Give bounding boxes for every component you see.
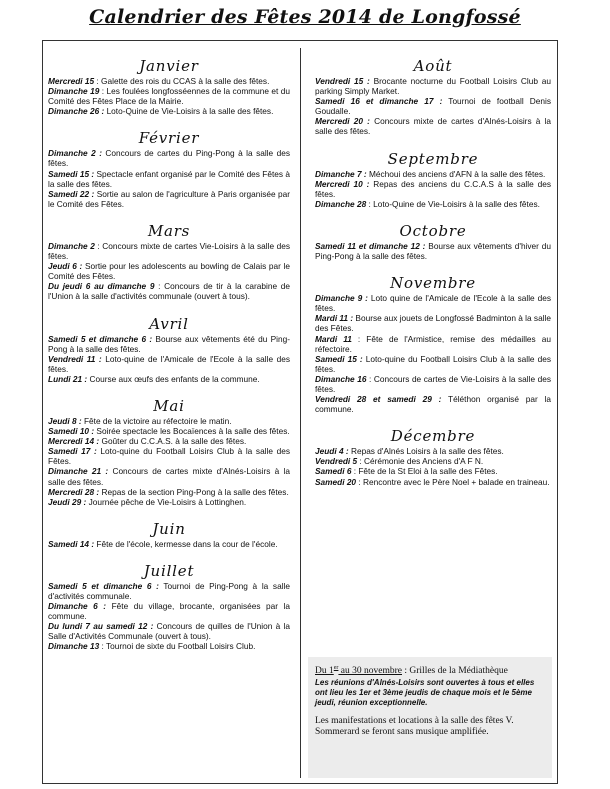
event-text: : Les foulées longfosséennes de la commune et du Comité des Fêtes Place de la Mairie. (48, 86, 290, 107)
event-date: Dimanche 16 (315, 373, 367, 384)
event-item (48, 106, 290, 116)
event-item (315, 456, 551, 466)
note-date-sup: er (333, 665, 339, 671)
event-text: Bourse aux jouets de Longfossé Badminton à la salle des Fêtes. (315, 313, 551, 334)
event-text: : Concours de cartes de Vie-Loisirs à la salle des fêtes. (315, 373, 552, 394)
note-date-start: Du 1 (315, 666, 334, 677)
event-item (48, 261, 290, 281)
event-text: : Tournoi de sixte du Football Loisirs Club. (99, 641, 256, 652)
event-date: Jeudi 6 : (48, 261, 83, 272)
event-date: Vendredi 11 : (48, 353, 102, 364)
left-column (48, 56, 290, 652)
event-text: : Rencontre avec le Père Noel + balade en traineau. (356, 476, 550, 487)
event-item (48, 641, 290, 651)
month-heading-aout: Août (413, 57, 453, 75)
event-date: Mercredi 10 : (315, 178, 370, 189)
month-heading-mars: Mars (147, 221, 191, 240)
event-text: Loto-quine du Football Loisirs Club à la salle des fêtes. (315, 353, 551, 374)
event-date: Samedi 6 (315, 466, 352, 477)
right-column (315, 56, 551, 487)
event-text: Brocante nocturne du Football Loisirs Club au parking Simply Market. (315, 76, 551, 97)
event-date: Dimanche 13 (48, 641, 100, 652)
event-date: Samedi 5 et dimanche 6 : (48, 333, 153, 344)
event-text: Bourse aux vêtements été du Ping-Pong à la salle des fêtes. (48, 333, 291, 354)
event-item (315, 179, 551, 199)
event-text: Concours de cartes mixte d'Alnés-Loisirs à la salle des fêtes. (48, 466, 290, 487)
event-date: Samedi 20 (315, 476, 357, 487)
event-item (315, 313, 551, 333)
event-text: Course aux œufs des enfants de la commune. (87, 373, 260, 384)
note-date-end: au 30 novembre (338, 666, 402, 677)
event-item (48, 241, 290, 261)
event-date: Lundi 21 : (48, 373, 88, 384)
event-text: : Galette des rois du CCAS à la salle des fêtes. (94, 76, 270, 86)
event-date: Dimanche 28 (315, 198, 367, 209)
event-date: Mardi 11 (315, 333, 352, 344)
event-date: Du lundi 7 au samedi 12 : (48, 621, 154, 632)
event-date: Dimanche 2 : (48, 148, 102, 159)
event-date: Mercredi 20 : (315, 116, 370, 127)
note-mediatheque (315, 663, 545, 677)
event-item (315, 334, 551, 354)
event-text: Loto-Quine de Vie-Loisirs à la salle des fêtes. (104, 106, 274, 117)
event-date: Dimanche 6 : (48, 601, 107, 612)
month-heading-mai: Mai (153, 396, 185, 415)
event-item (315, 354, 551, 374)
event-text: Sortie au salon de l'agriculture à Paris organisée par le Comité des Fêtes. (48, 188, 290, 209)
event-date: Vendredi 28 et samedi 29 : (315, 394, 442, 405)
event-date: Dimanche 21 : (48, 466, 109, 477)
event-text: Méchoui des anciens d'AFN à la salle des fêtes. (366, 168, 546, 179)
event-item (48, 86, 290, 106)
event-item (48, 189, 290, 209)
event-date: Samedi 11 et dimanche 12 : (315, 240, 426, 251)
note-footer: Les manifestations et locations à la salle des fêtes V. Sommerard se feront sans musique amplifiée. (315, 716, 514, 738)
event-item (315, 446, 551, 456)
event-text: Repas de la section Ping-Pong à la salle des fêtes. (99, 486, 289, 497)
event-item (315, 76, 551, 96)
event-date: Vendredi 5 (315, 456, 358, 467)
event-item (315, 293, 551, 313)
event-text: Spectacle enfant organisé par le Comité des Fêtes à la salle des fêtes. (48, 168, 290, 189)
event-date: Dimanche 2 (48, 240, 95, 251)
event-date: Samedi 15 : (315, 353, 363, 364)
event-item (315, 169, 551, 179)
month-heading-juillet: Juillet (143, 561, 195, 580)
event-item (48, 334, 290, 354)
month-heading-septembre: Septembre (387, 149, 479, 168)
event-date: Jeudi 29 : (48, 496, 87, 507)
event-date: Samedi 16 et dimanche 17 : (315, 96, 443, 107)
event-text: : Fête de la St Eloi à la salle des Fêtes. (351, 466, 498, 477)
event-text: Goûter du C.C.A.S. à la salle des fêtes. (99, 436, 247, 447)
event-item (48, 601, 290, 621)
event-text: Loto-quine du Football Loisirs Club à la salle des Fêtes. (48, 446, 290, 467)
event-text: Sortie pour les adolescents au bowling de Calais par le Comité des Fêtes. (48, 261, 290, 282)
month-heading-octobre: Octobre (399, 221, 467, 240)
event-text: Tournoi de Ping-Pong à la salle d'activités communale. (48, 580, 290, 601)
notes-box (308, 657, 552, 778)
column-divider (300, 48, 301, 778)
event-date: Dimanche 19 (48, 86, 100, 97)
event-text: Téléthon organisé par la commune. (315, 394, 551, 415)
event-date: Samedi 22 : (48, 188, 95, 199)
event-text: : Fête de l'Armistice, remise des médailles au réfectoire. (315, 333, 552, 354)
event-date: Mercredi 28 : (48, 486, 100, 497)
event-text: Concours de cartes du Ping-Pong à la salle des fêtes. (48, 148, 290, 169)
event-item (48, 436, 290, 446)
event-date: Samedi 5 et dimanche 6 : (48, 580, 159, 591)
event-text: : Concours mixte de cartes Vie-Loisirs à la salle des fêtes. (48, 240, 291, 262)
month-heading-fevrier: Février (138, 129, 200, 148)
event-text: Fête de la victoire au réfectoire le matin. (81, 415, 232, 426)
event-date: Samedi 14 : (48, 538, 95, 549)
event-item (315, 96, 551, 116)
event-text: Loto quine de l'Amicale de l'Ecole à la salle des fêtes. (315, 293, 551, 314)
event-item (48, 281, 290, 301)
event-date: Dimanche 9 : (315, 293, 368, 304)
note-exception: Les réunions d'Alnés-Loisirs sont ouvertes à tous et elles ont lieu les 1er et 3ème jeudis de chaque mois et le 5ème jeudi, réunion exceptionnelle. (315, 678, 535, 708)
event-item (48, 76, 290, 86)
event-date: Dimanche 26 : (48, 106, 105, 117)
event-date: Jeudi 8 : (48, 415, 82, 426)
event-date: Samedi 10 : (48, 426, 95, 437)
event-date: Samedi 17 : (48, 446, 97, 457)
event-item (48, 169, 290, 189)
event-text: Concours de quilles de l'Union à la Salle d'Activités Communale (ouvert à tous). (48, 621, 290, 642)
event-text: Soirée spectacle les Bocaïences à la salle des fêtes. (94, 426, 290, 437)
event-text: Loto-quine de l'Amicale de l'Ecole à la salle des fêtes. (48, 353, 290, 374)
event-item (48, 581, 290, 601)
event-text: Repas des anciens du C.C.A.S à la salle des fêtes. (315, 178, 552, 199)
event-item (315, 241, 551, 261)
event-item (48, 539, 290, 549)
event-item (48, 466, 290, 486)
month-heading-janvier: Janvier (139, 57, 199, 75)
event-item (48, 374, 290, 384)
event-date: Du jeudi 6 au dimanche 9 (48, 281, 155, 292)
event-item (315, 394, 551, 414)
event-text: Fête du village, brocante, organisées par la commune. (48, 601, 290, 622)
event-date: Dimanche 7 : (315, 168, 367, 179)
event-text: Tournoi de football Denis Goudalle. (315, 96, 551, 117)
event-date: Mercredi 15 (48, 76, 95, 86)
event-item (48, 354, 290, 374)
event-text: Journée pêche de Vie-Loisirs à Lottinghen. (86, 496, 247, 507)
event-date: Samedi 15 : (48, 168, 95, 179)
event-text: Concours mixte de cartes d'Alnés-Loisirs à la salle des fêtes. (315, 116, 552, 137)
note-location: : Grilles de la Médiathèque (402, 666, 508, 677)
month-heading-avril: Avril (149, 314, 189, 333)
event-item (48, 416, 290, 426)
event-item (315, 116, 551, 136)
page-title: Calendrier des Fêtes 2014 de Longfossé (89, 6, 521, 28)
event-item (315, 466, 551, 476)
event-item (315, 477, 551, 487)
event-item (315, 199, 551, 209)
event-item (48, 446, 290, 466)
event-item (48, 487, 290, 497)
event-item (48, 621, 290, 641)
event-item (48, 148, 290, 168)
event-text: : Loto-Quine de Vie-Loisirs à la salle des fêtes. (366, 198, 540, 209)
event-date: Jeudi 4 : (315, 446, 349, 457)
event-item (48, 426, 290, 436)
month-heading-decembre: Décembre (390, 427, 476, 446)
event-date: Vendredi 15 : (315, 76, 370, 86)
event-text: Fête de l'école, kermesse dans la cour de l'école. (94, 538, 278, 549)
event-date: Mercredi 14 : (48, 436, 100, 447)
event-text: Bourse aux vêtements d'hiver du Ping-Pong à la salle des fêtes. (315, 240, 551, 262)
month-heading-juin: Juin (152, 519, 186, 538)
month-heading-novembre: Novembre (390, 274, 476, 293)
event-item (315, 374, 551, 394)
event-text: Repas d'Alnés Loisirs à la salle des fêtes. (348, 446, 504, 457)
event-date: Mardi 11 : (315, 313, 354, 324)
event-item (48, 497, 290, 507)
event-text: : Cérémonie des Anciens d'A F N. (357, 456, 484, 467)
event-text: : Concours de tir à la carabine de l'Union à la salle d'activités communale (ouvert à tous). (48, 281, 290, 302)
